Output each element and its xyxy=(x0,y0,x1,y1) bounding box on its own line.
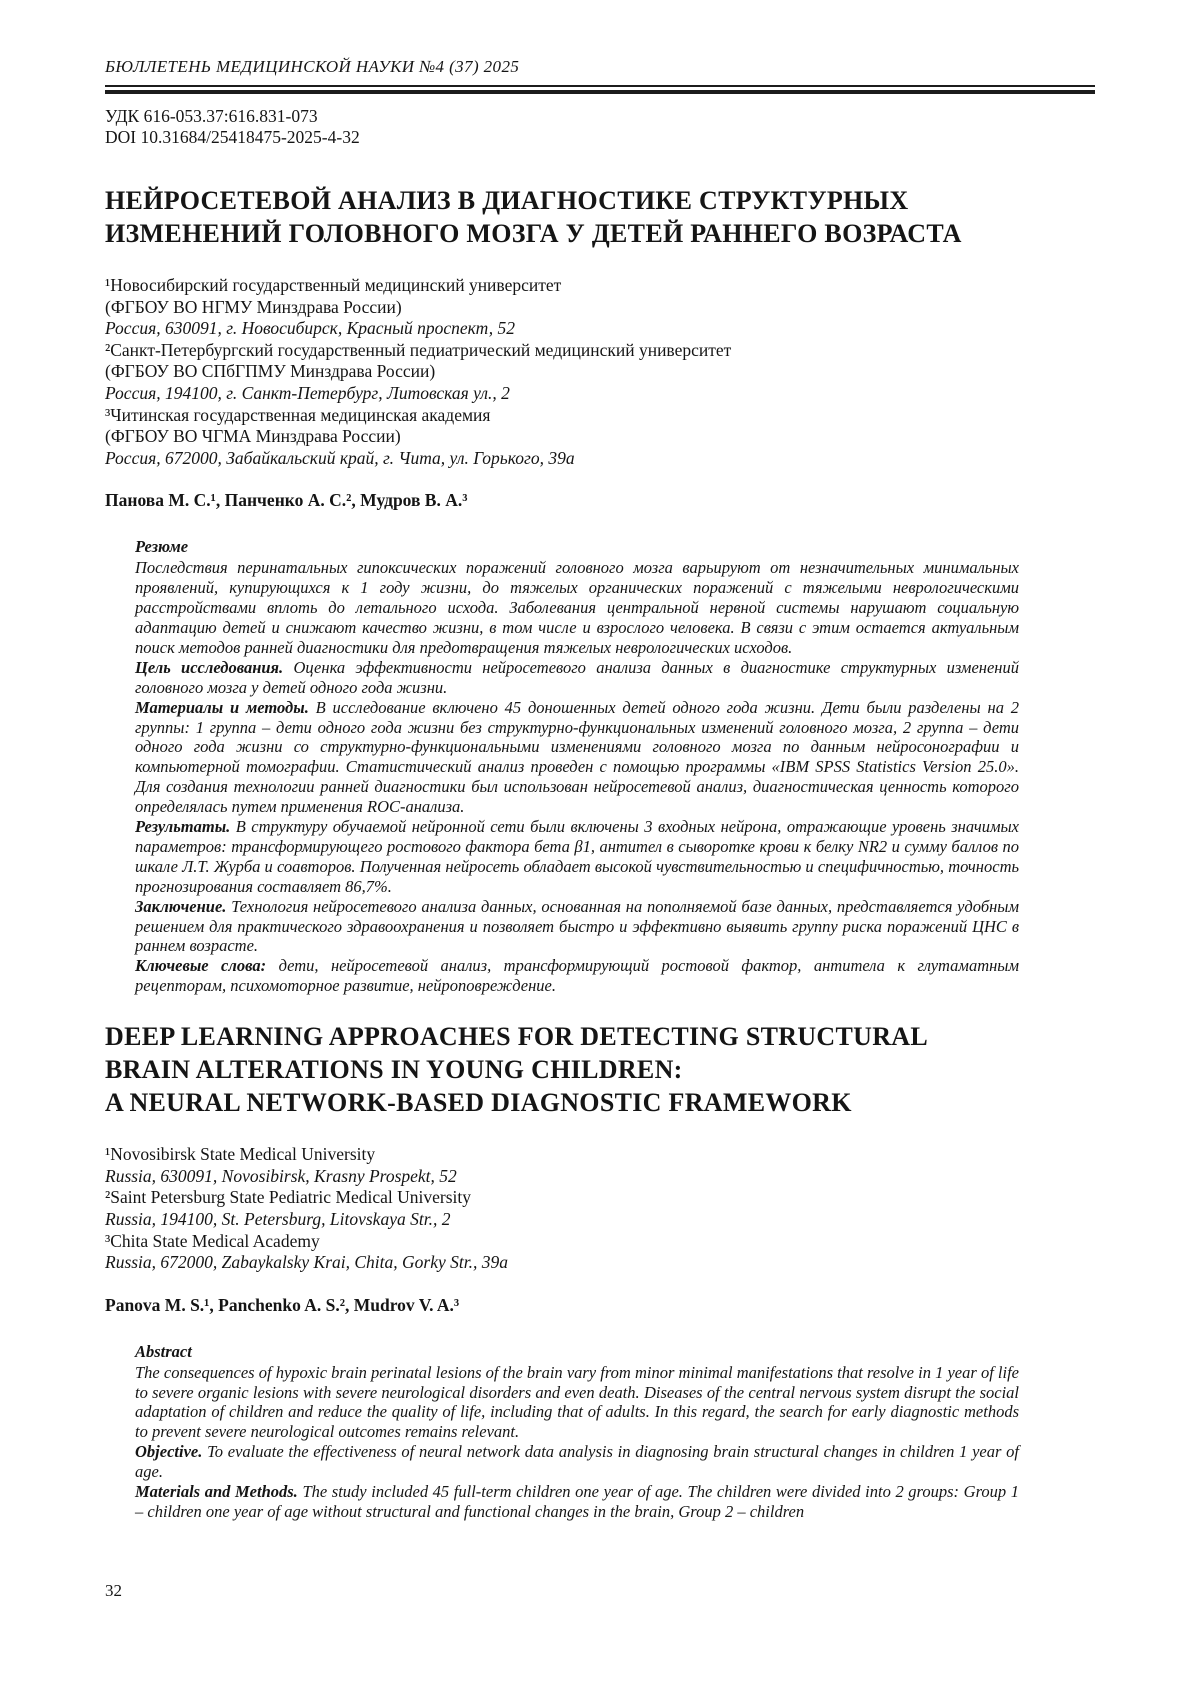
identifiers-block xyxy=(105,106,1095,148)
article-title-en-line: BRAIN ALTERATIONS IN YOUNG CHILDREN: xyxy=(105,1055,683,1085)
udc-line: УДК 616-053.37:616.831-073 xyxy=(105,106,318,126)
abstract-paragraph xyxy=(135,658,1019,698)
paragraph-lead: Материалы и методы. xyxy=(135,697,309,717)
paragraph-text: В структуру обучаемой нейронной сети были включены 3 входных нейрона, отражающие уровень значимых параметров: трансформирующего ростового фактора бета β1, антител в сыворотке крови к белку NR2 и сумму баллов по шкале Л.Т. Журба и соавторов. Полученная нейросеть обладает высокой чувствительностью и специфичностью, точность прогнозирования составляет 86,7%. xyxy=(135,817,1020,896)
affiliation-line: (ФГБОУ ВО НГМУ Минздрава России) xyxy=(105,296,402,317)
affiliation-line: ¹Новосибирский государственный медицинский университет xyxy=(105,275,562,295)
affiliation-address: Россия, 672000, Забайкальский край, г. Чита, ул. Горького, 39а xyxy=(105,447,575,468)
paragraph-lead: Objective. xyxy=(135,1442,203,1462)
affiliation-line: (ФГБОУ ВО СПбГПМУ Минздрава России) xyxy=(105,361,436,382)
keywords-paragraph xyxy=(135,956,1019,996)
affiliation-line: ²Saint Petersburg State Pediatric Medical University xyxy=(105,1187,472,1208)
article-title-en xyxy=(105,1020,1095,1119)
affiliation-line: ¹Novosibirsk State Medical University xyxy=(105,1144,376,1165)
paragraph-text: To evaluate the effectiveness of neural network data analysis in diagnosing brain structural changes in children 1 year of age. xyxy=(135,1442,1020,1482)
header-divider xyxy=(105,85,1095,94)
article-title-en-line: DEEP LEARNING APPROACHES FOR DETECTING STRUCTURAL xyxy=(105,1022,928,1052)
paragraph-text: The study included 45 full-term children one year of age. The children were divided into 2 groups: Group 1 – children one year of age without structural and functional changes in the brain, Group 2 – children xyxy=(135,1482,1019,1521)
paragraph-lead: Заключение. xyxy=(135,896,227,916)
abstract-heading-ru: Резюме xyxy=(135,537,189,557)
paragraph-text: Оценка эффективности нейросетевого анализа данных в диагностике структурных изменений головного мозга у детей одного года жизни. xyxy=(135,657,1019,697)
affiliation-line: ³Читинская государственная медицинская академия xyxy=(105,404,491,425)
authors-en: Panova M. S.¹, Panchenko A. S.², Mudrov V. A.³ xyxy=(105,1294,460,1315)
abstract-paragraph xyxy=(135,817,1019,897)
paragraph-text: Последствия перинатальных гипоксических поражений головного мозга варьируют от незначительных минимальных проявлений, купирующихся к 1 году жизни, до тяжелых органических поражений с тяжелыми неврологическими расстройствами вплоть до летального исхода. Заболевания центральной нервной системы нарушают социальную адаптацию детей и снижают качество жизни, в том числе и взрослого человека. В связи с этим остается актуальным поиск методов ранней диагностики для предотвращения тяжелых неврологических исходов. xyxy=(135,558,1019,657)
doi-line: DOI 10.31684/25418475-2025-4-32 xyxy=(105,127,360,147)
article-title-ru-line: ИЗМЕНЕНИЙ ГОЛОВНОГО МОЗГА У ДЕТЕЙ РАННЕГО ВОЗРАСТА xyxy=(105,219,962,248)
article-title-en-line: A NEURAL NETWORK-BASED DIAGNOSTIC FRAMEWORK xyxy=(105,1088,852,1118)
affiliation-address: Russia, 630091, Novosibirsk, Krasny Prospekt, 52 xyxy=(105,1165,457,1186)
keywords-text: дети, нейросетевой анализ, трансформирующий ростовой фактор, антитела к глутаматным рецепторам, психомоторное развитие, нейроповреждение. xyxy=(135,956,1020,996)
abstract-heading-en: Abstract xyxy=(135,1341,192,1361)
affiliation-address: Russia, 672000, Zabaykalsky Krai, Chita, Gorky Str., 39a xyxy=(105,1252,508,1273)
abstract-paragraph xyxy=(135,897,1019,957)
paragraph-text: The consequences of hypoxic brain perinatal lesions of the brain vary from minor minimal manifestations that resolve in 1 year of life to severe organic lesions with severe neurological disorders and even death. Diseases of the central nervous system disrupt the social adaptation of children and reduce the quality of life, including that of adults. In this regard, the search for early diagnostic methods to prevent severe neurological outcomes remains relevant. xyxy=(135,1362,1019,1442)
affiliation-address: Россия, 630091, г. Новосибирск, Красный проспект, 52 xyxy=(105,318,515,339)
affiliation-line: ²Санкт-Петербургский государственный педиатрический медицинский университет xyxy=(105,339,732,360)
abstract-ru xyxy=(135,537,1019,996)
abstract-paragraph xyxy=(135,698,1019,817)
journal-header: БЮЛЛЕТЕНЬ МЕДИЦИНСКОЙ НАУКИ №4 (37) 2025 xyxy=(105,57,520,76)
affiliations-en xyxy=(105,1144,1095,1274)
abstract-en xyxy=(135,1342,1019,1522)
authors-ru: Панова М. С.¹, Панченко А. С.², Мудров В. А.³ xyxy=(105,490,468,511)
affiliation-line: (ФГБОУ ВО ЧГМА Минздрава России) xyxy=(105,426,401,447)
abstract-paragraph xyxy=(135,1442,1019,1482)
article-title-ru-line: НЕЙРОСЕТЕВОЙ АНАЛИЗ В ДИАГНОСТИКЕ СТРУКТУРНЫХ xyxy=(105,186,909,215)
abstract-paragraph xyxy=(135,1363,1019,1443)
affiliations-ru xyxy=(105,275,1095,469)
keywords-lead: Ключевые слова: xyxy=(135,956,267,976)
paragraph-lead: Materials and Methods. xyxy=(135,1482,298,1502)
paragraph-text: Технология нейросетевого анализа данных, основанная на пополняемой базе данных, представляется удобным решением для практического здравоохранения и позволяет быстро и эффективно выявить группу риска поражений ЦНС в раннем возрасте. xyxy=(135,896,1020,956)
affiliation-address: Россия, 194100, г. Санкт-Петербург, Литовская ул., 2 xyxy=(105,382,510,403)
affiliation-line: ³Chita State Medical Academy xyxy=(105,1230,320,1251)
paragraph-text: В исследование включено 45 доношенных детей одного года жизни. Дети были разделены на 2 группы: 1 группа – дети одного года жизни без структурно-функциональных изменений головного мозга, 2 группа – дети одного года жизни со структурно-функциональными изменениями головного мозга по данным нейросонографии и компьютерной томографии. Статистический анализ проведен с помощью программы «IBM SPSS Statistics Version 25.0». Для создания технологии ранней диагностики был использован нейросетевой анализ, диагностическая ценность которого определялась путем применения ROC-анализа. xyxy=(135,697,1020,817)
affiliation-address: Russia, 194100, St. Petersburg, Litovskaya Str., 2 xyxy=(105,1208,451,1229)
paragraph-lead: Результаты. xyxy=(135,817,231,837)
abstract-paragraph xyxy=(135,1482,1019,1522)
paragraph-lead: Цель исследования. xyxy=(135,657,284,677)
page-number: 32 xyxy=(105,1581,122,1600)
abstract-paragraph xyxy=(135,558,1019,658)
article-title-ru xyxy=(105,184,1095,250)
